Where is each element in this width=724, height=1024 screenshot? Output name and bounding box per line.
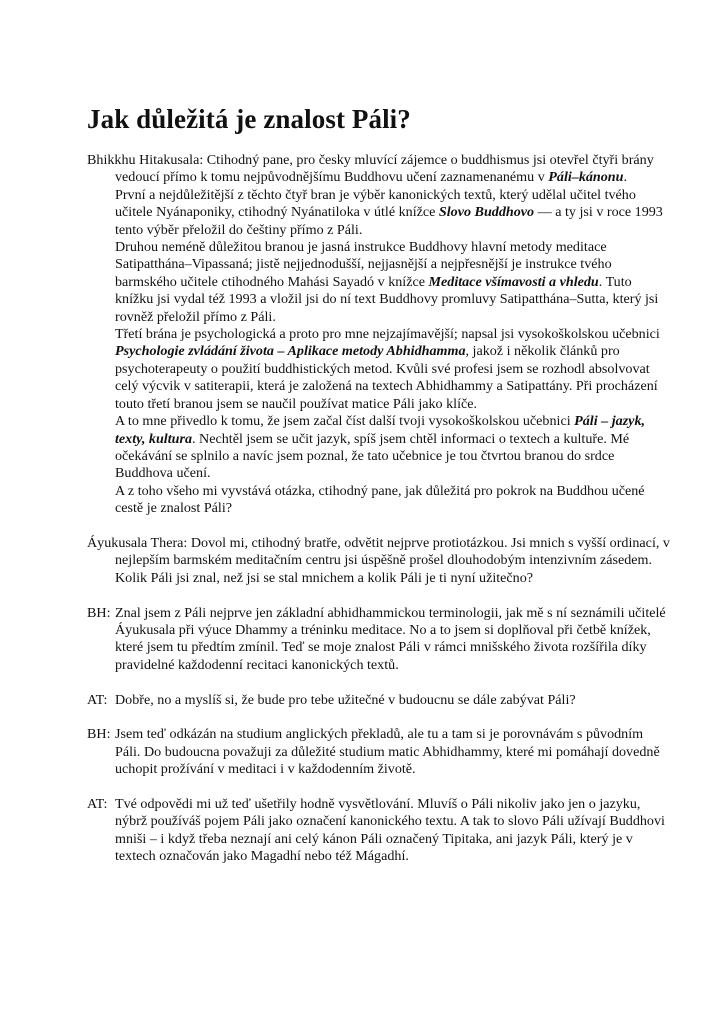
dialogue-line: BH: Jsem teď odkázán na studium anglických překladů, ale tu a tam si je porovnávám s původním Páli. Do budoucna považuji za důležité studium matic Abhidhammy, které mi pomáhají dovedně uchopit prožívání v meditaci i v každodenním životě. [87, 726, 660, 778]
page-title: Jak důležitá je znalost Páli? [87, 104, 411, 134]
speaker-label: BH: [87, 726, 111, 743]
answer-paragraph-1: Áyukusala Thera: Dovol mi, ctihodný bratře, odvětit nejprve protiotázkou. Jsi mnich s vyšší ordinací, v nejlepším barmském meditačním centru jsi úspěšně prošel dlouhodobým intenzivním zásedem. Kolik Páli jsi znal, než jsi se stal mnichem a kolik Páli je ti nyní užitečno? [87, 534, 670, 586]
dialogue-line: AT: Tvé odpovědi mi už teď ušetřily hodně vysvětlování. Mluvíš o Páli nikoliv jako jen o jazyku, nýbrž používáš pojem Páli jako označení kanonického textu. A tak to slovo Páli užívají Buddhovi mniši – i když třeba neznají ani celý kánon Páli označený Tipitaka, ani jazyk Páli, který je v textech označován jako Magadhí nebo též Mágadhí. [87, 795, 665, 865]
book-title-meditace: Meditace všímavosti a vhledu [428, 273, 599, 290]
speaker-label: AT: [87, 691, 108, 708]
document-body [87, 152, 672, 866]
dialogue-line: BH: Znal jsem z Páli nejprve jen základní abhidhammickou terminologii, jak mě s ní seznámili učitelé Áyukusala při výuce Dhammy a tréninku meditace. No a to jsem si doplňoval při četbě knížek, které jsem tu předtím zmínil. Teď se moje znalost Páli v rámci mnišského života rozšířila díky pravidelné každodenní recitaci kanonických textů. [87, 604, 666, 673]
book-title-slovo-buddhovo: Slovo Buddhovo [438, 204, 535, 221]
dialogue-line: AT: Dobře, no a myslíš si, že bude pro tebe užitečné v budoucnu se dále zabývat Páli? [87, 691, 576, 708]
question-paragraph-6: A z toho všeho mi vyvstává otázka, ctihodný pane, jak důležitá pro pokrok na Buddhou učené cestě je znalost Páli? [115, 482, 645, 517]
book-title-pali-jazyk: Páli – jazyk, texty, kultura [115, 413, 646, 447]
question-paragraph-5: A to mne přivedlo k tomu, že jsem začal číst další tvoji vysokoškolskou učebnici Páli – jazyk, texty, kultura. Nechtěl jsem se učit jazyk, spíš jsem chtěl informaci o textech a kultuře. Mé očekávání se splnilo a navíc jsem poznal, že tato učebnice je tou čtvrtou branou do srdce Buddhova učení. [115, 413, 646, 482]
question-paragraph-2: První a nejdůležitější z těchto čtyř bran je výběr kanonických textů, který udělal učitel tvého učitele Nyánaponiky, ctihodný Nyánatiloka v útlé knížce Slovo Buddhovo — a ty jsi v roce 1993 tento výběr přeložil do češtiny přímo z Páli. [115, 186, 663, 238]
speaker-label: BH: [87, 604, 111, 621]
speaker-label: AT: [87, 795, 108, 812]
question-paragraph-1: Bhikkhu Hitakusala: Ctihodný pane, pro česky mluvící zájemce o buddhismus jsi otevřel čtyři brány vedoucí přímo k tomu nejpůvodnějšímu Buddhovu učení zaznamenanému v Páli–kánonu. [87, 152, 654, 186]
book-title-psychologie: Psychologie zvládání života – Aplikace metody Abhidhamma [115, 343, 466, 360]
emphasis-pali-kanon: Páli–kánonu [548, 169, 624, 186]
question-paragraph-4: Třetí brána je psychologická a proto pro mne nejzajímavější; napsal jsi vysokoškolskou učebnici Psychologie zvládání života – Aplikace metody Abhidhamma, jakož i několik článků pro psychoterapeuty o použití buddhistických metod. Kvůli své profesi jsem se rozhodl absolvovat celý výcvik v satiterapii, která je založená na textech Abhidhammy a Satipattány. Při procházení touto třetí branou jsem se naučil používat matice Páli jako klíče. [115, 326, 660, 412]
question-paragraph-3: Druhou neméně důležitou branou je jasná instrukce Buddhovy hlavní metody meditace Satipatthána–Vipassaná; jistě nejjednodušší, nejjasnější a nejpřesnější je instrukce tvého barmského učitele ctihodného Mahási Sayadó v knížce Meditace všímavosti a vhledu. Tuto knížku jsi vydal též 1993 a vložil jsi do ní text Buddhovy promluvy Satipatthána–Sutta, který jsi rovněž přeložil přímo z Páli. [115, 239, 659, 325]
